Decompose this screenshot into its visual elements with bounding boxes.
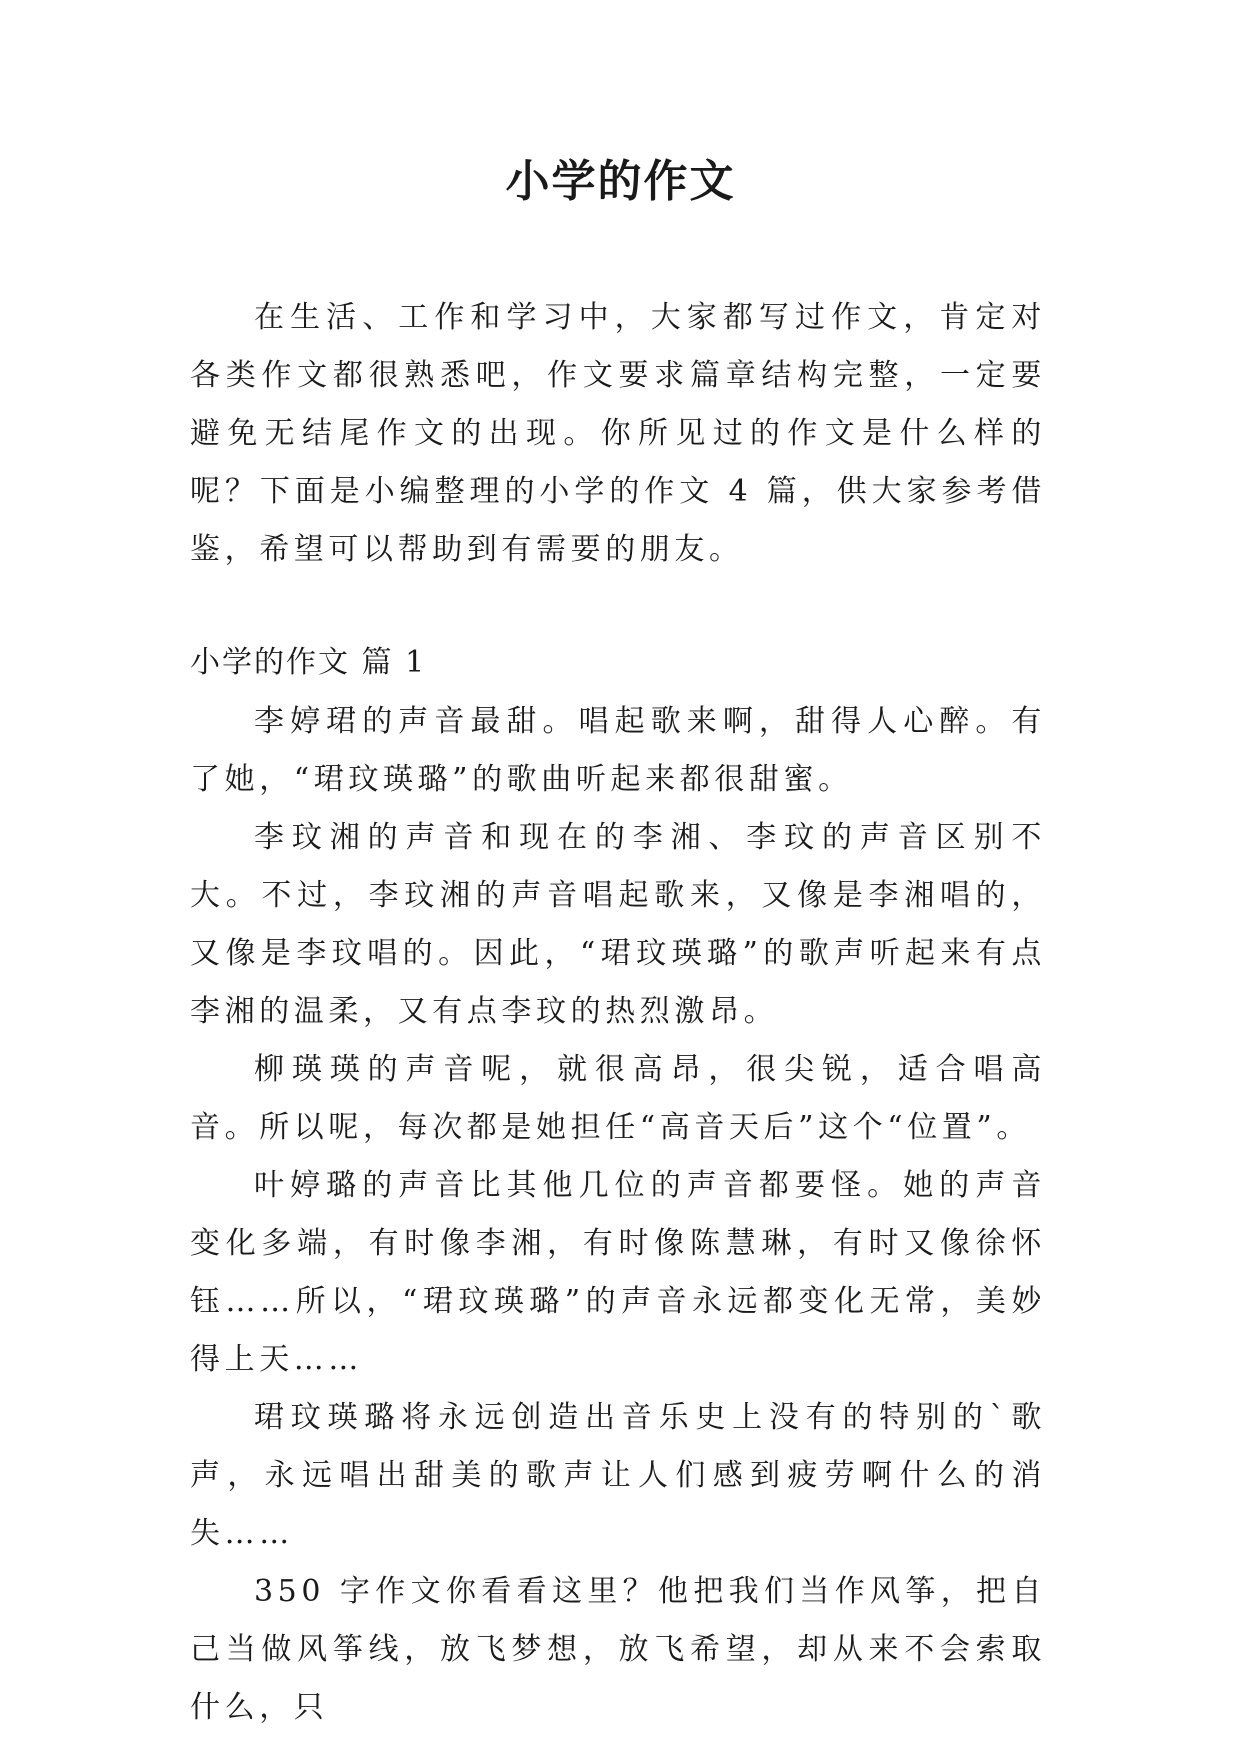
section-body [190, 693, 1046, 1737]
paragraph: 李玟湘的声音和现在的李湘、李玟的声音区别不大。不过，李玟湘的声音唱起歌来，又像是李湘唱的，又像是李玟唱的。因此，“珺玟瑛璐”的歌声听起来有点李湘的温柔，又有点李玟的热烈激昂。 [190, 820, 1046, 1029]
intro-paragraph: 在生活、工作和学习中，大家都写过作文，肯定对各类作文都很熟悉吧，作文要求篇章结构完整，一定要避免无结尾作文的出现。你所见过的作文是什么样的呢？下面是小编整理的小学的作文 4 篇，供大家参考借鉴，希望可以帮助到有需要的朋友。 [190, 300, 1046, 567]
paragraph: 叶婷璐的声音比其他几位的声音都要怪。她的声音变化多端，有时像李湘，有时像陈慧琳，有时又像徐怀钰……所以，“珺玟瑛璐”的声音永远都变化无常，美妙得上天…… [190, 1168, 1046, 1377]
paragraph: 柳瑛瑛的声音呢，就很高昂，很尖锐，适合唱高音。所以呢，每次都是她担任“高音天后”这个“位置”。 [190, 1052, 1046, 1145]
paragraph: 珺玟瑛璐将永远创造出音乐史上没有的特别的`歌声，永远唱出甜美的歌声让人们感到疲劳啊什么的消失…… [190, 1400, 1046, 1551]
paragraph: 李婷珺的声音最甜。唱起歌来啊，甜得人心醉。有了她，“珺玟瑛璐”的歌曲听起来都很甜蜜。 [190, 704, 1046, 797]
page-title: 小学的作文 [505, 156, 736, 207]
section-heading: 小学的作文 篇 1 [190, 645, 427, 680]
paragraph: 350 字作文你看看这里？他把我们当作风筝，把自己当做风筝线，放飞梦想，放飞希望，却从来不会索取什么，只 [190, 1574, 1046, 1725]
